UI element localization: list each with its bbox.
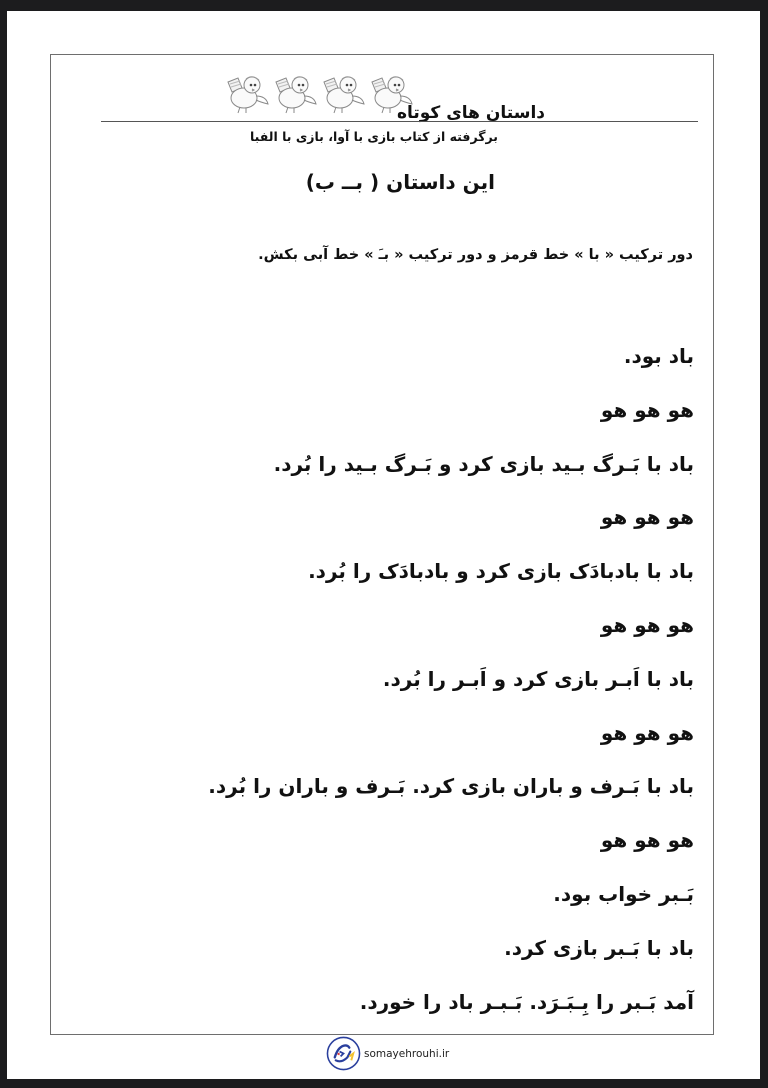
story-line: هو هو هو	[600, 505, 694, 530]
story-line: بَـبر خواب بود.	[553, 881, 694, 906]
story-line: هو هو هو	[600, 720, 694, 745]
bird-icon	[318, 72, 366, 114]
story-line: باد با بَـرف و باران بازی کرد. بَـرف و باران را بُرد.	[208, 774, 694, 799]
source-subtitle: برگرفته از کتاب بازی با آوا، بازی با الفبا	[249, 129, 498, 144]
story-line: باد با اَبـر بازی کرد و اَبـر را بُرد.	[382, 666, 694, 691]
story-line: باد با بادبادَک بازی کرد و بادبادَک را بُرد.	[308, 559, 694, 584]
header-title: داستان های کوتاه	[396, 103, 545, 123]
bird-icon	[222, 72, 270, 114]
story-text	[74, 337, 694, 1036]
story-title: این داستان ( بــ ب)	[305, 170, 495, 194]
story-line: باد بود.	[623, 344, 694, 368]
bird-decoration-row	[222, 72, 414, 114]
worksheet-page	[7, 11, 760, 1079]
story-line: آمد بَـبر را بِـبَـرَد. بَـبـر باد را خورد.	[359, 989, 694, 1014]
story-line: باد با بَـرگ بـید بازی کرد و بَـرگ بـید را بُرد.	[273, 451, 694, 476]
bird-icon	[270, 72, 318, 114]
story-line: هو هو هو	[600, 397, 694, 422]
story-line: هو هو هو	[600, 612, 694, 637]
brand-logo-icon	[326, 1036, 361, 1071]
footer	[326, 1036, 449, 1071]
story-line: هو هو هو	[600, 828, 694, 853]
website-url[interactable]: somayehrouhi.ir	[364, 1047, 450, 1060]
exercise-instruction: دور ترکیب « با » خط قرمز و دور ترکیب « بـَ » خط آبی بکش.	[258, 247, 693, 263]
header-divider	[101, 121, 698, 122]
story-line: باد با بَـبر بازی کرد.	[504, 935, 694, 960]
